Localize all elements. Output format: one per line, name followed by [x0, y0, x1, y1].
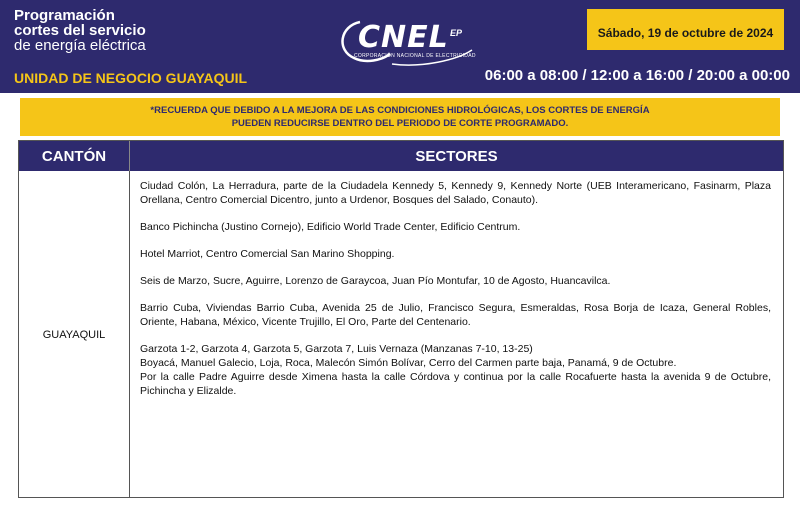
sector-group [140, 179, 771, 207]
logo-subtitle: CORPORACIÓN NACIONAL DE ELECTRICIDAD [354, 53, 476, 59]
title-line-3: de energía eléctrica [14, 37, 146, 54]
logo-ep: EP [450, 28, 463, 38]
logo-word: CNEL [358, 20, 449, 55]
title-line-2: cortes del servicio [14, 22, 146, 39]
title-line-1: Programación [14, 7, 115, 24]
sector-text: Boyacá, Manuel Galecio, Loja, Roca, Malecón Simón Bolívar, Cerro del Carmen parte baja, Panamá, 9 de Octubre. [140, 357, 677, 369]
sector-text: Ciudad Colón, La Herradura, parte de la Ciudadela Kennedy 5, Kennedy 9, Kennedy Norte (UEB Interamericano, Fasinarm, Plaza Orellana, Centro Comercial Dicentro, junto a Urdenor, Bosques del Salado, Conauto). [140, 180, 771, 206]
column-header-canton: CANTÓN [19, 141, 130, 171]
sector-text: Barrio Cuba, Viviendas Barrio Cuba, Avenida 25 de Julio, Francisco Segura, Esmeraldas, Rosa Borja de Icaza, General Robles, Oriente, Habana, México, Vicente Trujillo, El Oro, Parte del Centenario. [140, 302, 771, 328]
date-badge [587, 9, 784, 50]
column-header-sectores: SECTORES [415, 147, 498, 165]
table-header [19, 141, 783, 171]
sector-group [140, 342, 771, 398]
sector-group [140, 301, 771, 329]
title-block [14, 8, 146, 53]
canton-cell: GUAYAQUIL [19, 171, 130, 498]
notice-line-1: *RECUERDA QUE DEBIDO A LA MEJORA DE LAS CONDICIONES HIDROLÓGICAS, LOS CORTES DE ENERGÍA [150, 105, 650, 116]
notice-banner [20, 98, 780, 136]
table-row [19, 171, 783, 498]
outage-table [18, 140, 784, 498]
sector-text: Banco Pichincha (Justino Cornejo), Edificio World Trade Center, Edificio Centrum. [140, 221, 521, 233]
sector-group [140, 247, 771, 261]
sector-text: Garzota 1-2, Garzota 4, Garzota 5, Garzota 7, Luis Vernaza (Manzanas 7-10, 13-25) [140, 343, 533, 355]
date-text: Sábado, 19 de octubre de 2024 [597, 25, 774, 40]
business-unit: UNIDAD DE NEGOCIO GUAYAQUIL [14, 70, 248, 86]
sector-text: Por la calle Padre Aguirre desde Ximena hasta la calle Córdova y continua por la calle Rocafuerte hasta la avenida 9 de Octubre, Pichincha y Elizalde. [140, 371, 771, 397]
sector-text: Hotel Marriot, Centro Comercial San Marino Shopping. [140, 248, 395, 260]
header-banner [0, 0, 800, 93]
sector-group [140, 220, 771, 234]
schedule-times: 06:00 a 08:00 / 12:00 a 16:00 / 20:00 a 00:00 [484, 67, 790, 84]
cnel-logo [332, 14, 482, 70]
sectores-cell [130, 171, 783, 498]
sector-text: Seis de Marzo, Sucre, Aguirre, Lorenzo de Garaycoa, Juan Pío Montufar, 10 de Agosto, Huancavilca. [140, 275, 611, 287]
notice-line-2: PUEDEN REDUCIRSE DENTRO DEL PERIODO DE CORTE PROGRAMADO. [231, 118, 569, 129]
sector-group [140, 274, 771, 288]
